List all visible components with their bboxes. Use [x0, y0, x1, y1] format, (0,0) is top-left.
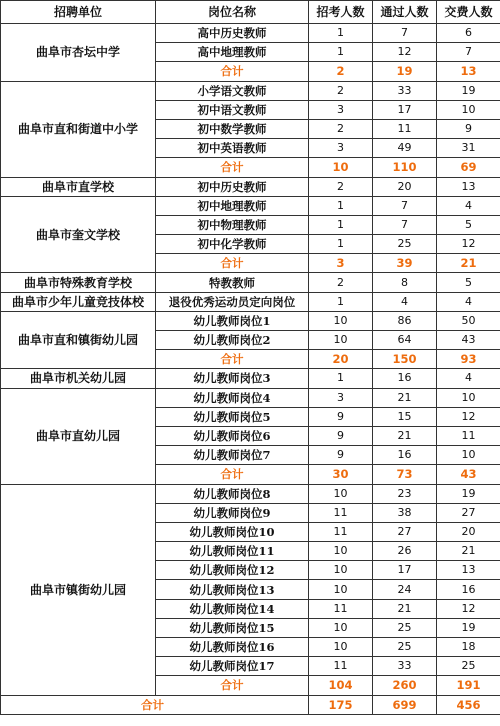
- table-row: [1, 369, 500, 388]
- position-name: 幼儿教师岗位12: [156, 561, 309, 580]
- subtotal-label: 合计: [156, 350, 309, 369]
- recruit-count: 1: [309, 43, 373, 62]
- recruit-count: 3: [309, 139, 373, 158]
- header-position: 岗位名称: [156, 1, 309, 24]
- unit-name: 曲阜市直和街道中小学: [1, 81, 156, 177]
- header-row: [1, 1, 500, 24]
- subtotal-recruit: 2: [309, 62, 373, 81]
- position-name: 特教教师: [156, 273, 309, 292]
- subtotal-recruit: 10: [309, 158, 373, 177]
- position-name: 幼儿教师岗位6: [156, 426, 309, 445]
- recruit-count: 2: [309, 177, 373, 196]
- recruit-count: 10: [309, 618, 373, 637]
- paid-count: 12: [437, 235, 500, 254]
- grand-total-row: [1, 695, 500, 714]
- position-name: 初中历史教师: [156, 177, 309, 196]
- passed-count: 21: [373, 426, 437, 445]
- paid-count: 5: [437, 273, 500, 292]
- paid-count: 19: [437, 81, 500, 100]
- paid-count: 25: [437, 657, 500, 676]
- unit-name: 曲阜市直学校: [1, 177, 156, 196]
- passed-count: 17: [373, 100, 437, 119]
- recruit-count: 11: [309, 503, 373, 522]
- subtotal-label: 合计: [156, 158, 309, 177]
- paid-count: 12: [437, 407, 500, 426]
- position-name: 幼儿教师岗位14: [156, 599, 309, 618]
- recruit-count: 10: [309, 331, 373, 350]
- position-name: 初中语文教师: [156, 100, 309, 119]
- grand-total-paid: 456: [437, 695, 500, 714]
- recruit-count: 10: [309, 561, 373, 580]
- unit-name: 曲阜市镇街幼儿园: [1, 484, 156, 695]
- paid-count: 31: [437, 139, 500, 158]
- position-name: 退役优秀运动员定向岗位: [156, 292, 309, 311]
- recruit-count: 2: [309, 119, 373, 138]
- recruit-count: 10: [309, 311, 373, 330]
- passed-count: 33: [373, 657, 437, 676]
- subtotal-recruit: 30: [309, 465, 373, 484]
- paid-count: 6: [437, 24, 500, 43]
- subtotal-passed: 110: [373, 158, 437, 177]
- unit-name: 曲阜市直幼儿园: [1, 388, 156, 484]
- recruit-count: 3: [309, 100, 373, 119]
- paid-count: 27: [437, 503, 500, 522]
- recruit-count: 9: [309, 426, 373, 445]
- paid-count: 9: [437, 119, 500, 138]
- position-name: 初中数学教师: [156, 119, 309, 138]
- recruit-count: 9: [309, 407, 373, 426]
- passed-count: 26: [373, 542, 437, 561]
- subtotal-passed: 73: [373, 465, 437, 484]
- recruit-count: 11: [309, 657, 373, 676]
- passed-count: 33: [373, 81, 437, 100]
- paid-count: 10: [437, 388, 500, 407]
- passed-count: 16: [373, 446, 437, 465]
- position-name: 幼儿教师岗位15: [156, 618, 309, 637]
- recruit-count: 1: [309, 235, 373, 254]
- passed-count: 15: [373, 407, 437, 426]
- paid-count: 16: [437, 580, 500, 599]
- table-row: [1, 484, 500, 503]
- passed-count: 27: [373, 522, 437, 541]
- subtotal-paid: 21: [437, 254, 500, 273]
- passed-count: 7: [373, 215, 437, 234]
- subtotal-recruit: 104: [309, 676, 373, 695]
- table-row: [1, 24, 500, 43]
- passed-count: 25: [373, 638, 437, 657]
- unit-name: 曲阜市机关幼儿园: [1, 369, 156, 388]
- position-name: 幼儿教师岗位2: [156, 331, 309, 350]
- grand-total-recruit: 175: [309, 695, 373, 714]
- position-name: 高中地理教师: [156, 43, 309, 62]
- subtotal-paid: 13: [437, 62, 500, 81]
- passed-count: 20: [373, 177, 437, 196]
- paid-count: 4: [437, 196, 500, 215]
- recruit-count: 10: [309, 542, 373, 561]
- passed-count: 4: [373, 292, 437, 311]
- paid-count: 18: [437, 638, 500, 657]
- paid-count: 5: [437, 215, 500, 234]
- recruit-count: 11: [309, 599, 373, 618]
- passed-count: 25: [373, 235, 437, 254]
- passed-count: 86: [373, 311, 437, 330]
- recruit-count: 2: [309, 273, 373, 292]
- paid-count: 20: [437, 522, 500, 541]
- recruit-count: 10: [309, 484, 373, 503]
- table-row: [1, 292, 500, 311]
- subtotal-paid: 191: [437, 676, 500, 695]
- subtotal-label: 合计: [156, 465, 309, 484]
- table-body: [1, 24, 500, 715]
- position-name: 初中英语教师: [156, 139, 309, 158]
- position-name: 幼儿教师岗位7: [156, 446, 309, 465]
- passed-count: 25: [373, 618, 437, 637]
- position-name: 高中历史教师: [156, 24, 309, 43]
- subtotal-passed: 39: [373, 254, 437, 273]
- paid-count: 13: [437, 561, 500, 580]
- passed-count: 38: [373, 503, 437, 522]
- grand-total-passed: 699: [373, 695, 437, 714]
- unit-name: 曲阜市少年儿童竞技体校: [1, 292, 156, 311]
- subtotal-label: 合计: [156, 62, 309, 81]
- header-paid-count: 交费人数: [437, 1, 500, 24]
- header-passed-count: 通过人数: [373, 1, 437, 24]
- subtotal-paid: 43: [437, 465, 500, 484]
- paid-count: 43: [437, 331, 500, 350]
- grand-total-label: 合计: [1, 695, 309, 714]
- paid-count: 10: [437, 100, 500, 119]
- paid-count: 13: [437, 177, 500, 196]
- paid-count: 4: [437, 369, 500, 388]
- passed-count: 11: [373, 119, 437, 138]
- passed-count: 7: [373, 24, 437, 43]
- recruit-count: 2: [309, 81, 373, 100]
- position-name: 幼儿教师岗位5: [156, 407, 309, 426]
- paid-count: 21: [437, 542, 500, 561]
- position-name: 初中化学教师: [156, 235, 309, 254]
- paid-count: 19: [437, 618, 500, 637]
- passed-count: 21: [373, 388, 437, 407]
- recruit-count: 1: [309, 215, 373, 234]
- subtotal-passed: 260: [373, 676, 437, 695]
- recruit-count: 11: [309, 522, 373, 541]
- position-name: 初中地理教师: [156, 196, 309, 215]
- position-name: 幼儿教师岗位3: [156, 369, 309, 388]
- paid-count: 7: [437, 43, 500, 62]
- paid-count: 50: [437, 311, 500, 330]
- passed-count: 8: [373, 273, 437, 292]
- position-name: 幼儿教师岗位16: [156, 638, 309, 657]
- passed-count: 16: [373, 369, 437, 388]
- recruit-count: 10: [309, 638, 373, 657]
- paid-count: 19: [437, 484, 500, 503]
- subtotal-label: 合计: [156, 676, 309, 695]
- position-name: 初中物理教师: [156, 215, 309, 234]
- unit-name: 曲阜市直和镇街幼儿园: [1, 311, 156, 369]
- paid-count: 11: [437, 426, 500, 445]
- unit-name: 曲阜市杏坛中学: [1, 24, 156, 82]
- passed-count: 21: [373, 599, 437, 618]
- position-name: 幼儿教师岗位4: [156, 388, 309, 407]
- passed-count: 17: [373, 561, 437, 580]
- table-row: [1, 273, 500, 292]
- table-row: [1, 388, 500, 407]
- position-name: 幼儿教师岗位11: [156, 542, 309, 561]
- header-recruit-count: 招考人数: [309, 1, 373, 24]
- position-name: 幼儿教师岗位17: [156, 657, 309, 676]
- recruit-count: 9: [309, 446, 373, 465]
- subtotal-passed: 150: [373, 350, 437, 369]
- position-name: 幼儿教师岗位13: [156, 580, 309, 599]
- passed-count: 24: [373, 580, 437, 599]
- unit-name: 曲阜市特殊教育学校: [1, 273, 156, 292]
- table-row: [1, 81, 500, 100]
- passed-count: 49: [373, 139, 437, 158]
- paid-count: 4: [437, 292, 500, 311]
- table-row: [1, 196, 500, 215]
- position-name: 幼儿教师岗位8: [156, 484, 309, 503]
- table-row: [1, 311, 500, 330]
- header-unit: 招聘单位: [1, 1, 156, 24]
- passed-count: 7: [373, 196, 437, 215]
- position-name: 幼儿教师岗位9: [156, 503, 309, 522]
- subtotal-label: 合计: [156, 254, 309, 273]
- passed-count: 64: [373, 331, 437, 350]
- position-name: 小学语文教师: [156, 81, 309, 100]
- recruit-count: 1: [309, 369, 373, 388]
- recruit-count: 1: [309, 24, 373, 43]
- subtotal-paid: 69: [437, 158, 500, 177]
- subtotal-recruit: 3: [309, 254, 373, 273]
- subtotal-recruit: 20: [309, 350, 373, 369]
- position-name: 幼儿教师岗位1: [156, 311, 309, 330]
- paid-count: 12: [437, 599, 500, 618]
- recruit-count: 3: [309, 388, 373, 407]
- subtotal-paid: 93: [437, 350, 500, 369]
- recruit-count: 1: [309, 292, 373, 311]
- table-row: [1, 177, 500, 196]
- passed-count: 12: [373, 43, 437, 62]
- position-name: 幼儿教师岗位10: [156, 522, 309, 541]
- paid-count: 10: [437, 446, 500, 465]
- unit-name: 曲阜市奎文学校: [1, 196, 156, 273]
- recruit-count: 1: [309, 196, 373, 215]
- recruit-count: 10: [309, 580, 373, 599]
- subtotal-passed: 19: [373, 62, 437, 81]
- passed-count: 23: [373, 484, 437, 503]
